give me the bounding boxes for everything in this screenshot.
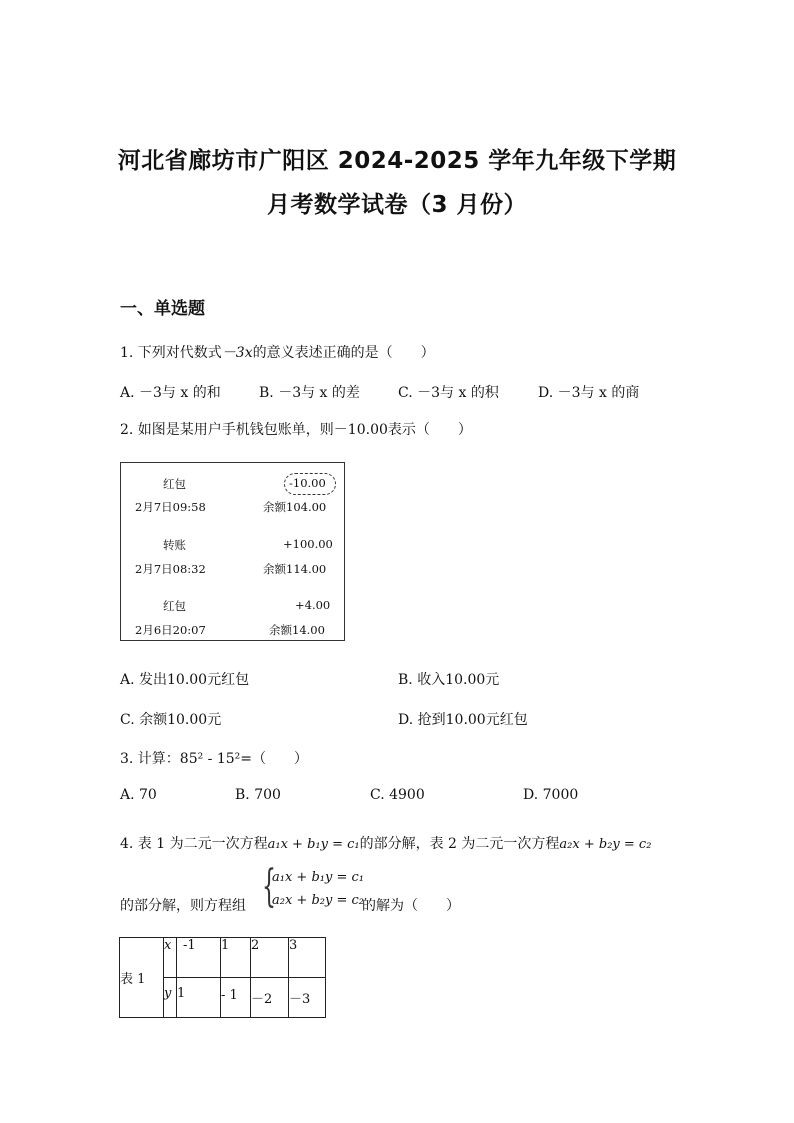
question-2-option-c: C. 余额10.00元 xyxy=(120,712,222,728)
question-3-option-c: C. 4900 xyxy=(370,787,425,803)
table-label: 表 1 xyxy=(120,938,164,1018)
section-heading-single-choice: 一、单选题 xyxy=(120,299,205,319)
question-1-option-b: B. －3与 x 的差 xyxy=(259,385,360,401)
table-x-label: x xyxy=(164,938,177,978)
question-1-option-c: C. －3与 x 的积 xyxy=(398,385,499,401)
question-1-stem xyxy=(120,342,435,362)
table-cell: －2 xyxy=(251,978,289,1018)
bill-balance: 余额104.00 xyxy=(263,500,327,514)
bill-time: 2月7日08:32 xyxy=(135,562,206,576)
question-4-stem xyxy=(120,833,651,853)
question-2-option-b: B. 收入10.00元 xyxy=(398,672,500,688)
question-4-text-a: 4. 表 1 为二元一次方程 xyxy=(120,836,268,852)
exam-title-line2: 月考数学试卷（3 月份） xyxy=(266,192,527,218)
question-1-prefix: 1. 下列对代数式 xyxy=(120,345,222,361)
question-3-option-a: A. 70 xyxy=(120,787,157,803)
bill-amount: +100.00 xyxy=(283,537,333,551)
table-cell: 1 xyxy=(221,938,251,978)
system-equation-1: a₁x + b₁y = c₁ xyxy=(272,870,364,885)
table-cell: -1 xyxy=(177,938,221,978)
exam-title-line1: 河北省廊坊市广阳区 2024-2025 学年九年级下学期 xyxy=(117,148,677,174)
question-1-option-a: A. －3与 x 的和 xyxy=(120,385,221,401)
question-3-option-d: D. 7000 xyxy=(523,787,579,803)
brace-symbol: { xyxy=(262,861,276,912)
bill-type: 红包 xyxy=(163,477,186,491)
table-cell: 1 xyxy=(177,978,221,1018)
equation-1: a₁x + b₁y = c₁ xyxy=(267,837,360,852)
question-2-stem: 2. 如图是某用户手机钱包账单，则－10.00表示（ ） xyxy=(120,422,472,438)
question-3-stem: 3. 计算：85² - 15²=（ ） xyxy=(120,751,309,767)
table-y-label: y xyxy=(164,978,177,1018)
equation-system xyxy=(262,861,364,914)
table-cell: 2 xyxy=(251,938,289,978)
table-cell: - 1 xyxy=(221,978,251,1018)
question-4-text-b: 的部分解，表 2 为二元一次方程 xyxy=(359,836,560,852)
bill-balance: 余额14.00 xyxy=(269,623,325,637)
question-4-stem-cont: 的部分解，则方程组 xyxy=(120,898,246,914)
bill-amount: -10.00 xyxy=(289,476,326,490)
question-2-option-a: A. 发出10.00元红包 xyxy=(120,672,250,688)
bill-time: 2月6日20:07 xyxy=(135,623,206,637)
wallet-bill-figure xyxy=(120,462,345,641)
question-2-option-d: D. 抢到10.00元红包 xyxy=(398,712,528,728)
bill-type: 转账 xyxy=(163,538,186,552)
bill-balance: 余额114.00 xyxy=(263,562,327,576)
bill-type: 红包 xyxy=(163,599,186,613)
equation-2: a₂x + b₂y = c₂ xyxy=(559,837,652,852)
question-1-expression: －3x xyxy=(221,345,253,361)
bill-time: 2月7日09:58 xyxy=(135,500,206,514)
question-1-option-d: D. －3与 x 的商 xyxy=(538,385,640,401)
table-cell: 3 xyxy=(289,938,326,978)
question-4-stem-end: 的解为（ ） xyxy=(362,898,460,914)
system-equation-2: a₂x + b₂y = c₂ xyxy=(272,893,364,908)
question-1-suffix: 的意义表述正确的是（ ） xyxy=(252,345,435,361)
bill-amount: +4.00 xyxy=(295,598,331,612)
table-1 xyxy=(119,937,326,1018)
question-3-option-b: B. 700 xyxy=(235,787,281,803)
table-cell: －3 xyxy=(289,978,326,1018)
